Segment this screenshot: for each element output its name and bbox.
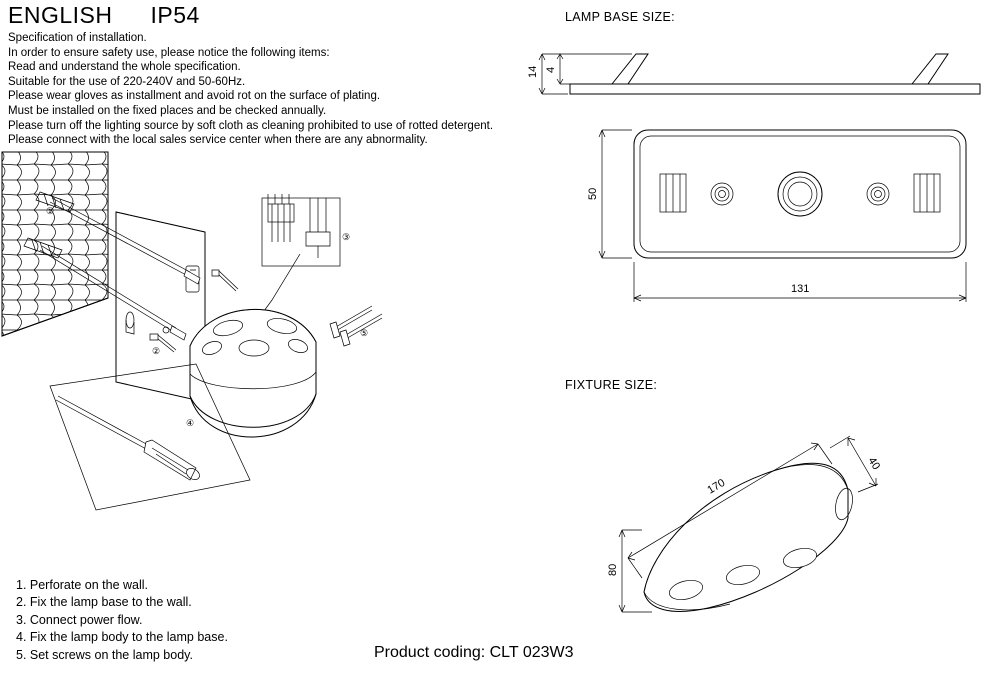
spec-line: Read and understand the whole specification. [8, 61, 241, 74]
lamp-body [190, 309, 316, 437]
screwdriver [56, 396, 202, 482]
set-screw-pair [330, 306, 382, 346]
lamp-base-side-view [520, 26, 990, 116]
spec-line: In order to ensure safety use, please notice the following items: [8, 46, 330, 59]
dim-fixture-40: 40 [865, 455, 883, 472]
spec-line: Must be installed on the fixed places and be checked annually. [8, 104, 327, 117]
specification-text [8, 31, 548, 148]
dim-fixture-170: 170 [705, 476, 728, 497]
step-item: 3. Connect power flow. [16, 612, 143, 627]
fixture-size-caption: FIXTURE SIZE: [565, 378, 658, 392]
step-item: 4. Fix the lamp body to the lamp base. [16, 630, 228, 645]
dim-lamp-base-50: 50 [587, 187, 599, 200]
product-coding-label: Product coding: CLT 023W3 [374, 644, 574, 661]
step-item: 5. Set screws on the lamp body. [16, 647, 193, 662]
spec-line: Please connect with the local sales service center when there are any abnormality. [8, 134, 428, 147]
dim-fixture-80: 80 [607, 563, 619, 576]
wall-stone-texture [2, 152, 108, 336]
lamp-base-front-view [560, 112, 990, 332]
callout-marker-2: ② [152, 346, 161, 356]
assembly-diagram [0, 150, 560, 570]
installation-steps [16, 577, 228, 664]
step-item: 1. Perforate on the wall. [16, 578, 149, 592]
callout-marker-3: ③ [342, 232, 351, 242]
screw-small-a [212, 270, 238, 291]
spec-line: Please wear gloves as installment and avoid rot on the surface of plating. [8, 90, 381, 103]
spec-line: Please turn off the lighting source by soft cloth as cleaning prohibited to use of rotted detergent. [8, 119, 494, 132]
language-label: ENGLISH [8, 2, 113, 28]
dim-lamp-base-4: 4 [545, 66, 557, 73]
dim-lamp-base-14: 14 [527, 65, 539, 78]
spec-line: Specification of installation. [8, 32, 147, 44]
wiring-connector-diagram [262, 194, 340, 266]
page-title [8, 2, 200, 29]
callout-marker-1: ① [46, 206, 55, 216]
dim-lamp-base-131: 131 [791, 283, 810, 295]
step-item: 2. Fix the lamp base to the wall. [16, 595, 192, 610]
fixture-perspective-view [580, 382, 960, 642]
lamp-base-size-caption: LAMP BASE SIZE: [565, 10, 675, 24]
callout-marker-4: ④ [186, 418, 195, 428]
ip-rating-label: IP54 [150, 2, 200, 28]
spec-line: Suitable for the use of 220-240V and 50-60Hz. [8, 75, 246, 88]
callout-marker-5: ⑤ [360, 328, 369, 338]
